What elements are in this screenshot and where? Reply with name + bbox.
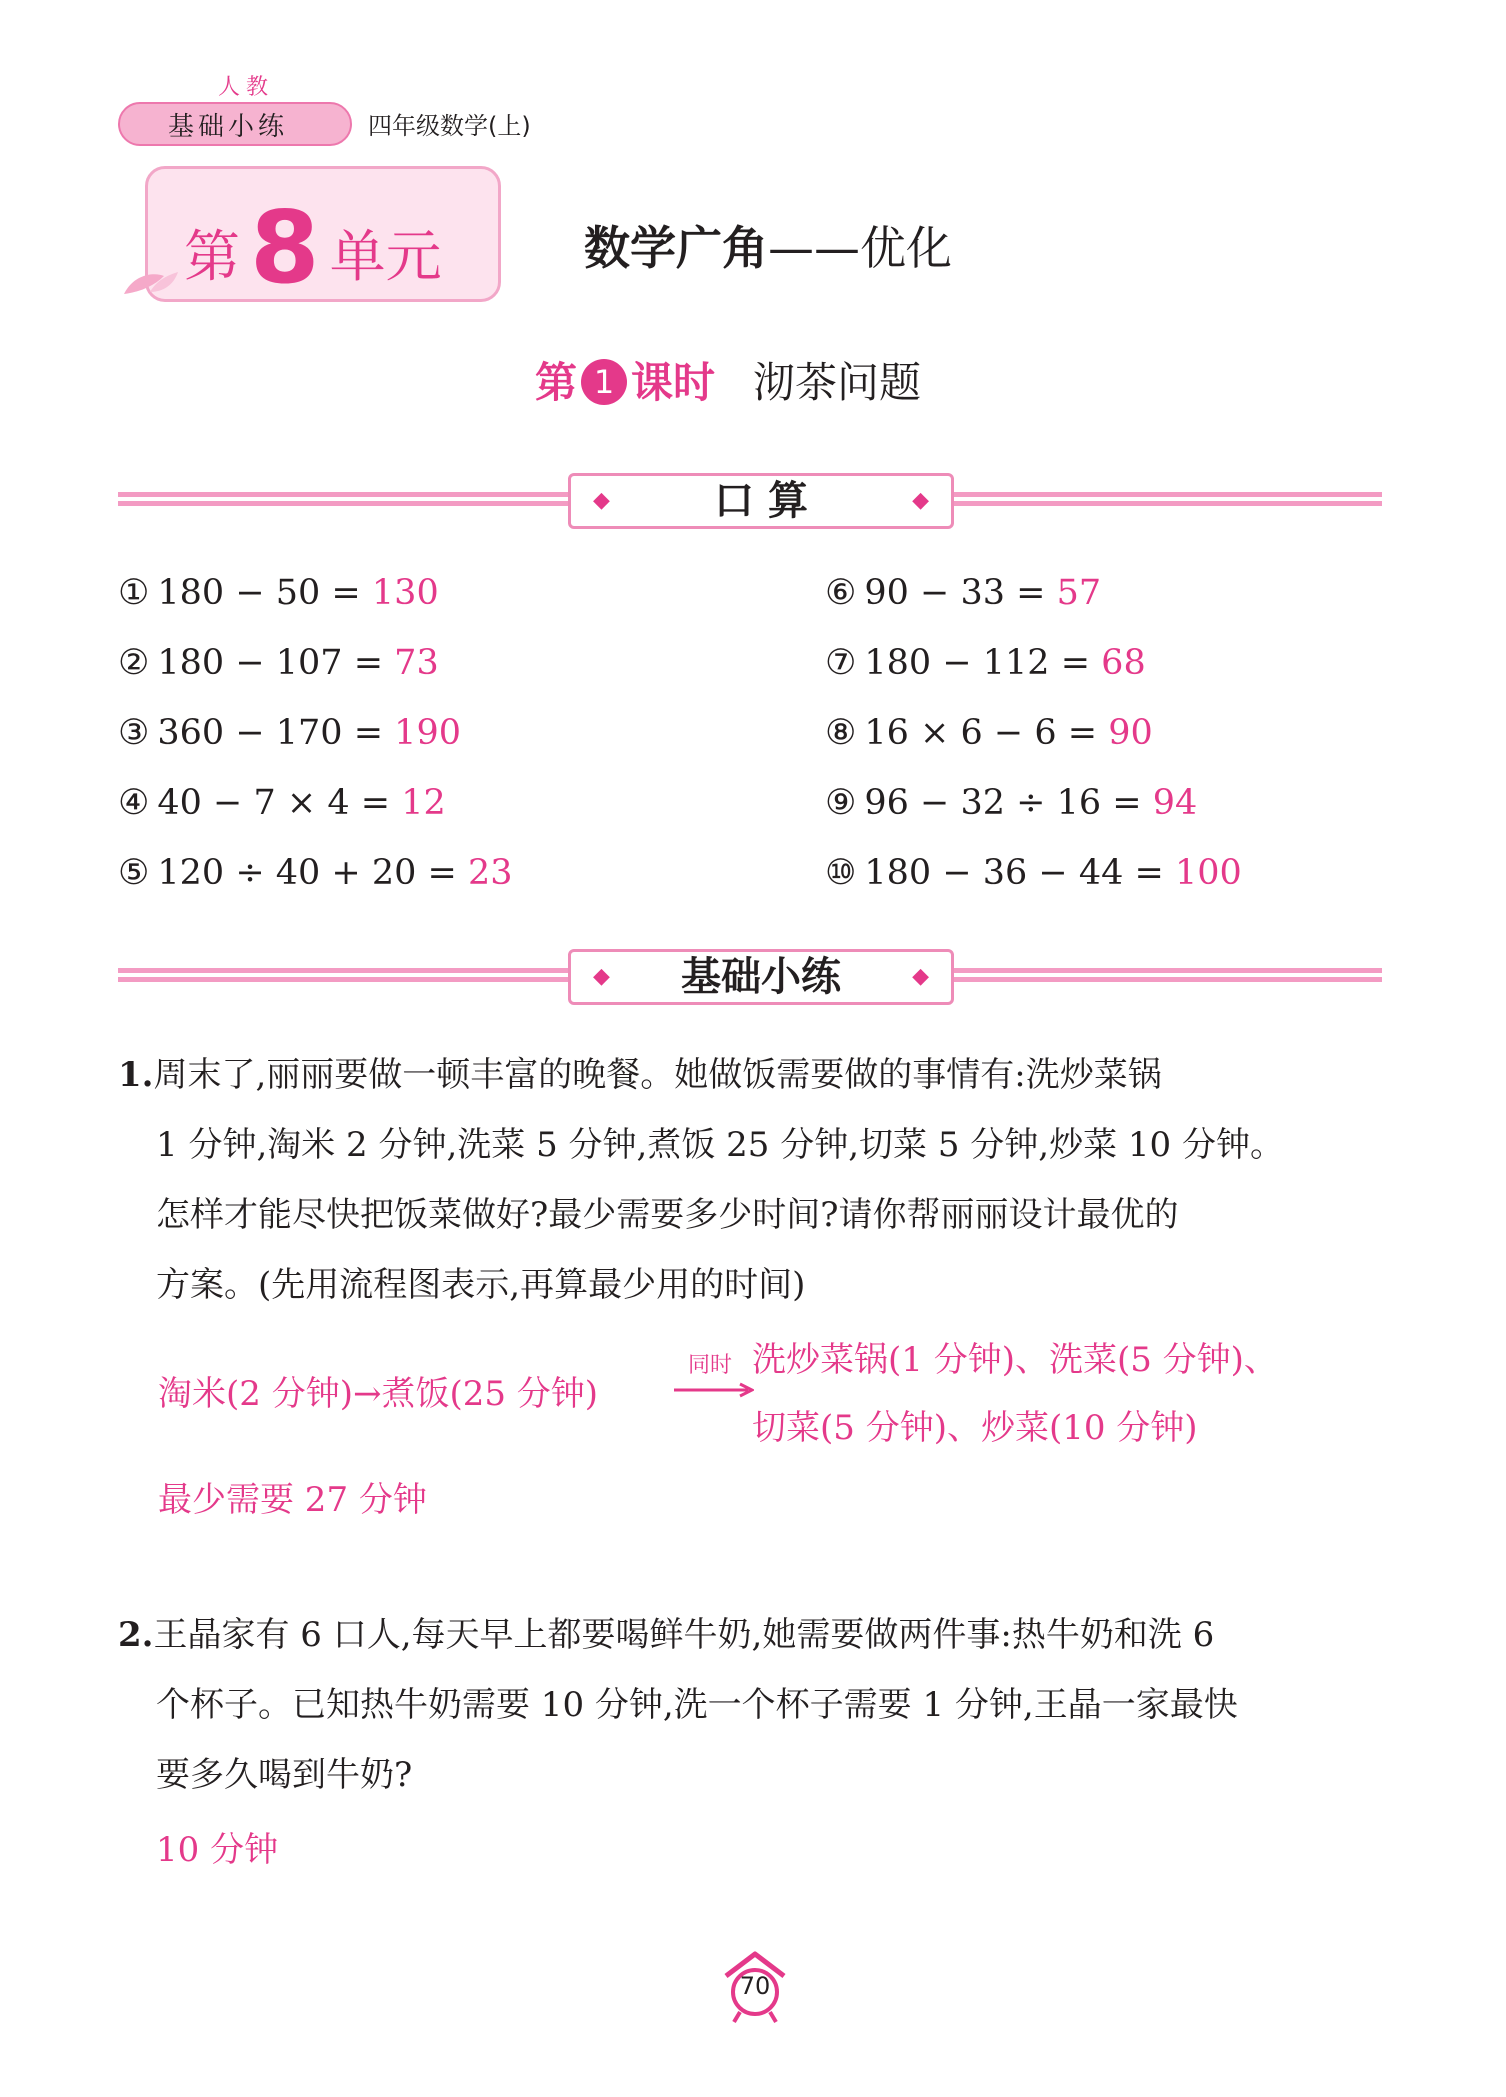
question-text: 要多久喝到牛奶? (156, 1755, 413, 1795)
series-logo (118, 70, 678, 150)
lesson-prefix: 第 (535, 358, 578, 407)
question-1 (118, 1040, 1386, 1320)
calc-item: ⑤ 120 ÷ 40 + 20 = 23 (118, 853, 513, 893)
calc-answer: 68 (1101, 643, 1146, 683)
page-number: 70 (739, 1972, 771, 2000)
calc-answer: 23 (468, 853, 513, 893)
grade-label: 四年级数学(上) (368, 112, 531, 140)
question-text: 怎样才能尽快把饭菜做好?最少需要多少时间?请你帮丽丽设计最优的 (156, 1195, 1179, 1235)
lesson-name: 沏茶问题 (753, 358, 922, 407)
flow-arrow-label: 同时 (688, 1353, 733, 1378)
leaf-icon (120, 268, 180, 298)
calc-answer: 130 (371, 573, 439, 613)
q1-answer: 最少需要 27 分钟 (158, 1480, 427, 1520)
calc-answer: 73 (394, 643, 439, 683)
flow-right-1: 洗炒菜锅(1 分钟)、洗菜(5 分钟)、 (752, 1340, 1278, 1380)
calc-answer: 12 (401, 783, 446, 823)
calc-item: ④ 40 − 7 × 4 = 12 (118, 783, 446, 823)
unit-title (584, 212, 952, 278)
calc-item: ⑨ 96 − 32 ÷ 16 = 94 (825, 783, 1198, 823)
question-number: 2. (118, 1615, 154, 1655)
flow-right-2: 切菜(5 分钟)、炒菜(10 分钟) (752, 1408, 1198, 1448)
practice-heading: 基础小练 (681, 954, 841, 1000)
diamond-icon: ◆ (912, 488, 929, 513)
calc-item: ② 180 − 107 = 73 (118, 643, 439, 683)
calc-item: ③ 360 − 170 = 190 (118, 713, 461, 753)
lesson-title (535, 350, 921, 410)
calc-item: ⑦ 180 − 112 = 68 (825, 643, 1146, 683)
unit-title-sub: 优化 (860, 221, 952, 275)
calc-answer: 100 (1175, 853, 1242, 893)
calc-item: ① 180 − 50 = 130 (118, 573, 439, 613)
practice-section-header (568, 949, 954, 1005)
unit-prefix: 第 (184, 225, 240, 290)
question-text: 方案。(先用流程图表示,再算最少用的时间) (156, 1265, 806, 1305)
lesson-suffix: 课时 (631, 358, 716, 407)
calc-item: ⑩ 180 − 36 − 44 = 100 (825, 853, 1242, 893)
calc-answer: 190 (394, 713, 461, 753)
question-text: 周末了,丽丽要做一顿丰富的晚餐。她做饭需要做的事情有:洗炒菜锅 (153, 1055, 1162, 1095)
question-number: 1. (118, 1055, 154, 1095)
question-2 (118, 1600, 1386, 1810)
flow-left: 淘米(2 分钟)→煮饭(25 分钟) (158, 1374, 599, 1414)
publisher-label: 人教 (218, 75, 275, 100)
diamond-icon: ◆ (912, 964, 929, 989)
question-text: 王晶家有 6 口人,每天早上都要喝鲜牛奶,她需要做两件事:热牛奶和洗 6 (153, 1615, 1215, 1655)
calc-answer: 57 (1056, 573, 1102, 613)
arrow-icon (674, 1382, 754, 1398)
series-label: 基础小练 (168, 112, 289, 142)
unit-label (184, 189, 442, 306)
question-text: 个杯子。已知热牛奶需要 10 分钟,洗一个杯子需要 1 分钟,王晶一家最快 (156, 1685, 1238, 1725)
unit-title-main: 数学广角 (584, 221, 768, 275)
page-number-badge (720, 1950, 790, 2025)
oral-section-header (568, 473, 954, 529)
unit-badge (145, 166, 501, 306)
calc-answer: 90 (1108, 713, 1153, 753)
oral-heading: 口 算 (714, 478, 808, 524)
unit-number: 8 (250, 189, 320, 306)
calc-answer: 94 (1152, 783, 1198, 823)
diamond-icon: ◆ (593, 488, 610, 513)
question-text: 1 分钟,淘米 2 分钟,洗菜 5 分钟,煮饭 25 分钟,切菜 5 分钟,炒菜 10 分钟。 (156, 1125, 1284, 1165)
calc-item: ⑧ 16 × 6 − 6 = 90 (825, 713, 1153, 753)
unit-suffix: 单元 (329, 225, 442, 290)
lesson-number: 1 (581, 359, 627, 405)
q2-answer: 10 分钟 (156, 1830, 279, 1870)
diamond-icon: ◆ (593, 964, 610, 989)
unit-title-dash: —— (768, 221, 860, 275)
calc-item: ⑥ 90 − 33 = 57 (825, 573, 1102, 613)
